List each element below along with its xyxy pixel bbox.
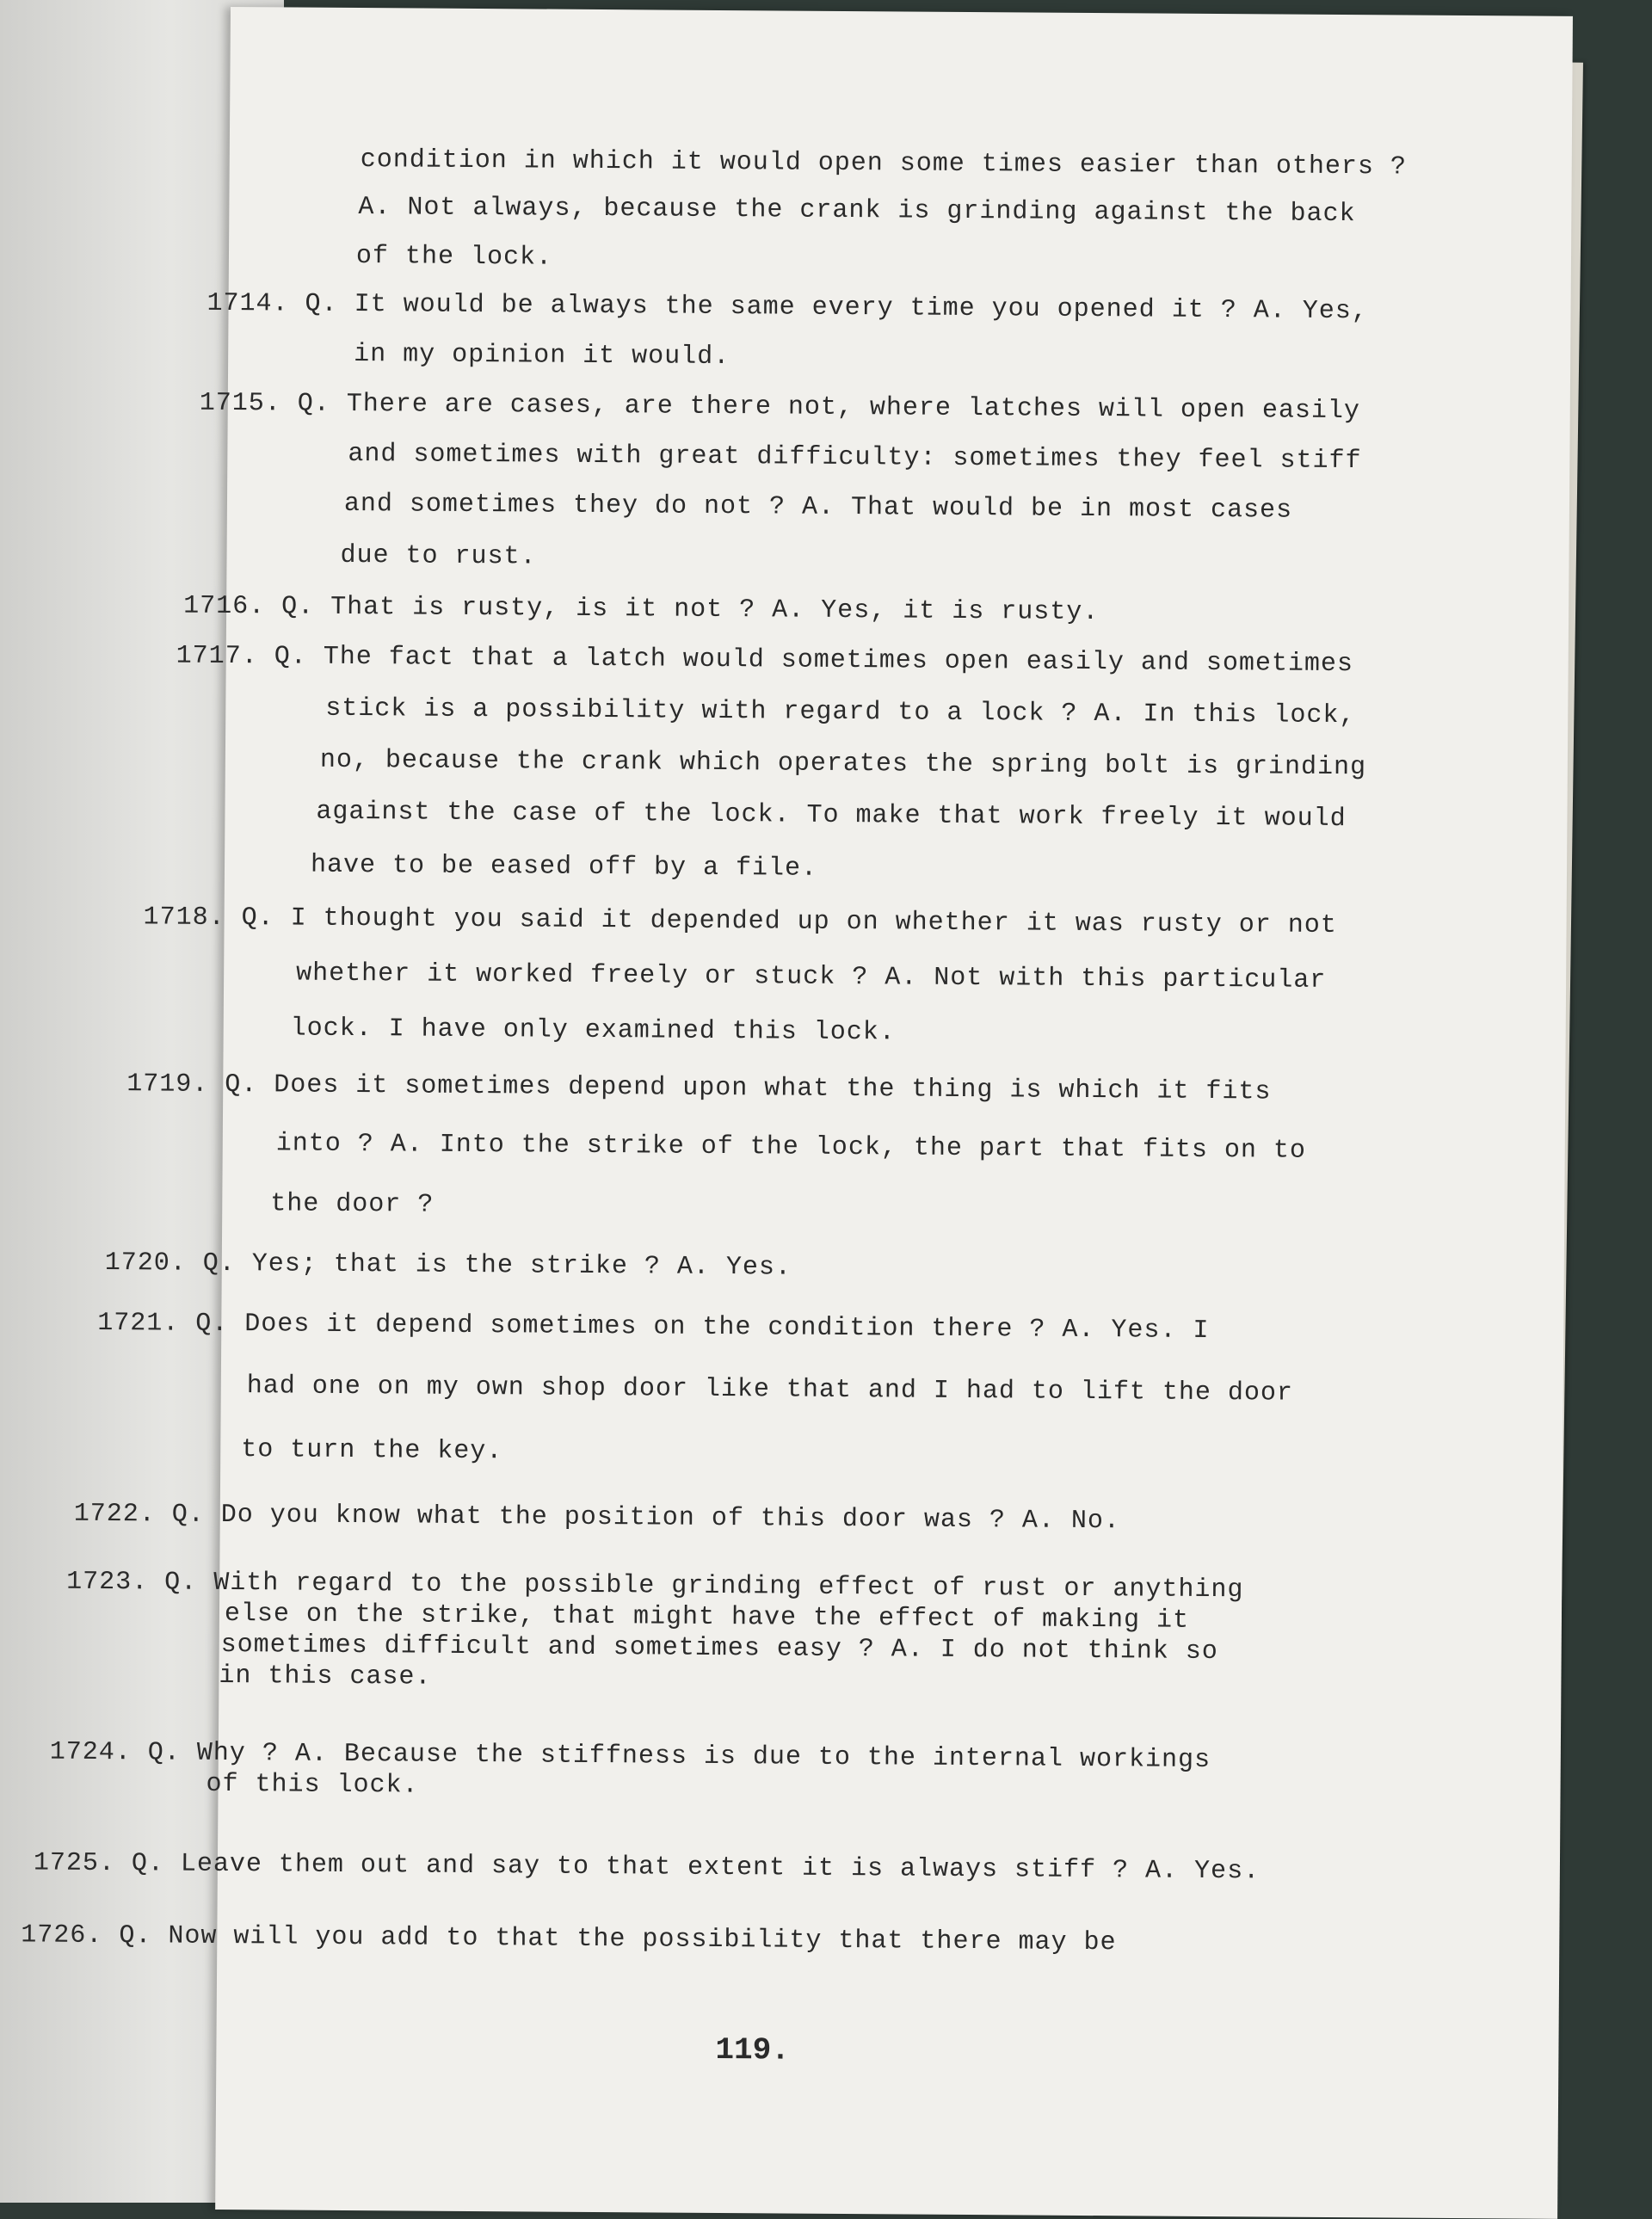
text-line: of the lock. <box>355 242 553 273</box>
text-line: no, because the crank which operates the spring bolt is grinding <box>319 745 1367 783</box>
text-line: lock. I have only examined this lock. <box>290 1014 896 1048</box>
text-line: 1725. Q. Leave them out and say to that extent it is always stiff ? A. Yes. <box>33 1848 1261 1887</box>
text-line: 1722. Q. Do you know what the position of this door was ? A. No. <box>73 1499 1121 1537</box>
text-line: else on the strike, that might have the effect of making it <box>224 1599 1190 1636</box>
text-line: 1724. Q. Why ? A. Because the stiffness is due to the internal workings <box>49 1737 1211 1776</box>
text-line: to turn the key. <box>241 1435 503 1467</box>
text-line: against the case of the lock. To make that work freely it would <box>316 797 1347 835</box>
text-line: condition in which it would open some times easier than others ? <box>360 145 1408 182</box>
text-line: 1719. Q. Does it sometimes depend upon what the thing is which it fits <box>126 1069 1272 1107</box>
page-number: 119. <box>715 2031 790 2068</box>
text-line: 1721. Q. Does it depend sometimes on the condition there ? A. Yes. I <box>97 1308 1210 1346</box>
text-line: 1720. Q. Yes; that is the strike ? A. Yes. <box>104 1248 792 1283</box>
text-line: 1726. Q. Now will you add to that the possibility that there may be <box>21 1920 1117 1958</box>
text-line: sometimes difficult and sometimes easy ? A. I do not think so <box>220 1630 1218 1667</box>
text-line: and sometimes with great difficulty: sometimes they feel stiff <box>348 439 1362 477</box>
text-line: into ? A. Into the strike of the lock, the part that fits on to <box>275 1129 1307 1166</box>
text-line: 1717. Q. The fact that a latch would sometimes open easily and sometimes <box>176 641 1354 680</box>
text-line: in this case. <box>219 1661 432 1692</box>
transcript-page <box>21 7 1573 2219</box>
text-line: 1715. Q. There are cases, are there not, where latches will open easily <box>199 388 1361 427</box>
text-line: in my opinion it would. <box>354 340 730 373</box>
text-line: the door ? <box>270 1189 435 1220</box>
text-line: 1718. Q. I thought you said it depended up on whether it was rusty or not <box>143 903 1337 941</box>
text-line: whether it worked freely or stuck ? A. Not with this particular <box>296 958 1327 995</box>
text-line: 1723. Q. With regard to the possible grinding effect of rust or anything <box>66 1567 1244 1606</box>
text-line: 1716. Q. That is rusty, is it not ? A. Yes, it is rusty. <box>183 591 1100 628</box>
text-line: due to rust. <box>340 540 537 572</box>
text-line: had one on my own shop door like that and I had to lift the door <box>246 1371 1294 1408</box>
text-line: of this lock. <box>206 1769 419 1801</box>
text-line: have to be eased off by a file. <box>310 850 818 884</box>
text-line: stick is a possibility with regard to a lock ? A. In this lock, <box>325 693 1356 731</box>
text-line: A. Not always, because the crank is grinding against the back <box>358 193 1356 230</box>
text-line: and sometimes they do not ? A. That would be in most cases <box>343 489 1293 526</box>
text-line: 1714. Q. It would be always the same every time you opened it ? A. Yes, <box>206 288 1368 327</box>
